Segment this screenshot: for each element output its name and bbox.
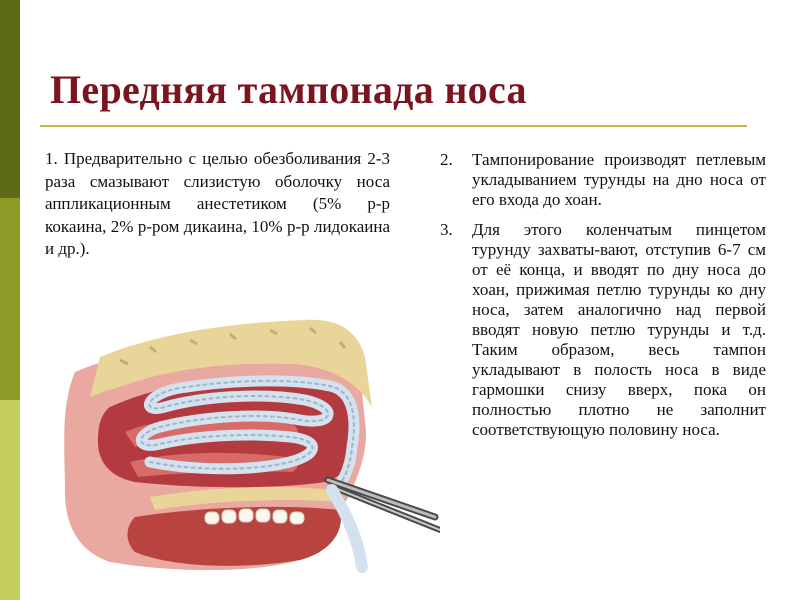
- step-1-paragraph: 1. Предварительно с целью обезболивания 2-3 раза смазывают слизистую оболочку носа аппликационным анестетиком (5% р-р кокаина, 2% р-ром дикаина, 10% р-р лидокаина и др.).: [45, 149, 390, 258]
- step-number: 2.: [440, 150, 453, 169]
- list-item: [440, 150, 766, 210]
- steps-list: [440, 150, 766, 450]
- step-text: Тампонирование производят петлевым укладыванием турунды на дно носа от его входа до хоан.: [472, 150, 766, 209]
- sidebar-segment-light: [0, 400, 20, 600]
- title-underline: [40, 125, 747, 127]
- step-text: Для этого коленчатым пинцетом турунду захваты-вают, отступив 6-7 см от её конца, и вводят по дну носа до хоан, прижимая петлю турунды ко дну носа, затем аналогично над первой вводят новую петлю турунды и т.д. Таким образом, весь тампон укладывают в полость носа в виде гармошки снизу вверх, пока он полностью плотно не заполнит соответствующую половину носа.: [472, 220, 766, 439]
- sidebar-segment-dark: [0, 0, 20, 198]
- page-title: Передняя тампонада носа: [50, 67, 527, 112]
- sidebar-segment-mid: [0, 198, 20, 400]
- nasal-packing-illustration: [40, 312, 440, 574]
- sidebar-decoration: [0, 0, 20, 600]
- list-item: [440, 220, 766, 440]
- step-number: 3.: [440, 220, 453, 239]
